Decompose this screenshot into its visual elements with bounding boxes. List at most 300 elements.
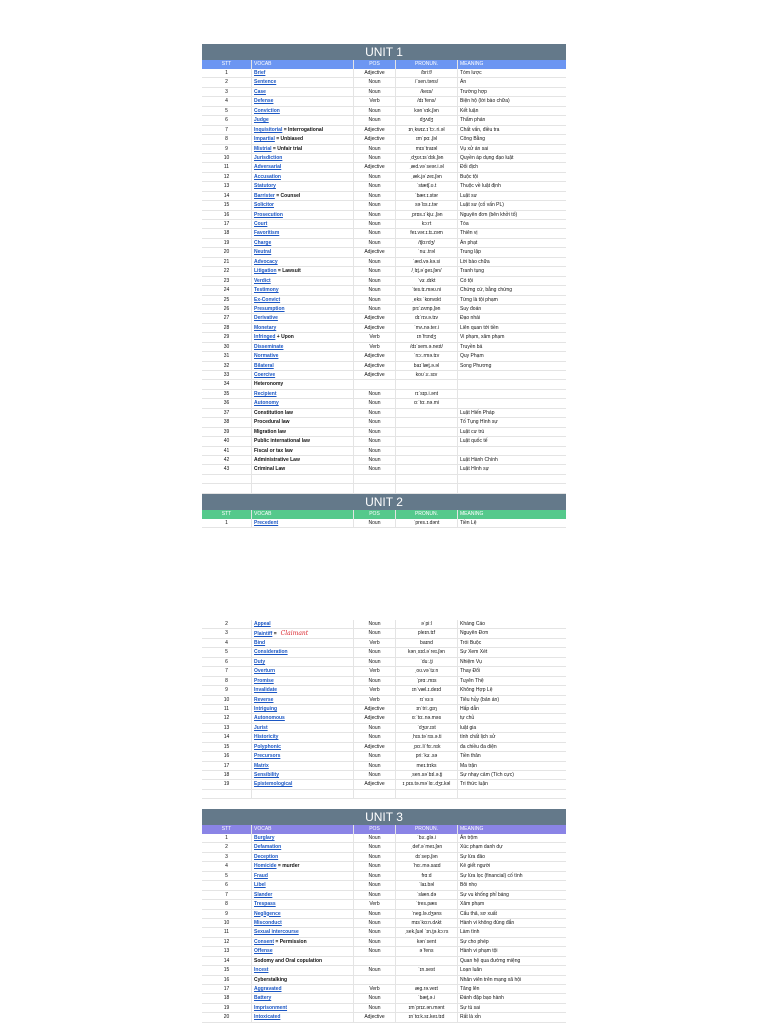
vocab-link[interactable]: Conviction [254,107,280,114]
pronunciation-cell: ˈnɔː.rmə.tɪv [396,352,458,360]
table-row [202,843,566,852]
vocab-cell [252,390,354,398]
vocab-cell [252,872,354,880]
pos-cell: Noun [354,277,396,285]
pos-cell: Noun [354,239,396,247]
vocab-link[interactable]: Imprisonment [254,1004,288,1011]
vocab-link[interactable]: Jurist [254,724,268,731]
vocab-cell [252,277,354,285]
vocab-cell [252,69,354,77]
meaning-cell: Quan hệ qua đường miệng [460,957,521,964]
pos-cell: Noun [354,305,396,313]
vocab-link[interactable]: Testimony [254,287,279,294]
row-number: 16 [202,752,252,760]
vocab-cell [252,192,354,200]
meaning-cell: Luật sư [460,192,477,199]
vocab-link[interactable]: Consent [254,938,274,945]
meaning-cell [458,390,566,398]
vocab-link[interactable]: Intoxicated [254,1014,281,1021]
row-number: 7 [202,891,252,899]
vocab-link[interactable]: Slander [254,891,273,898]
vocab-cell [252,418,354,426]
pos-cell: Noun [354,762,396,770]
vocab-link[interactable]: Promise [254,677,274,684]
pronunciation-cell: ˌeks ˈkɒnvɪkt [396,296,458,304]
meaning-cell [458,790,566,798]
meaning-cell: luật gia [460,724,477,731]
pos-cell: Noun [354,519,396,527]
row-number: 1 [202,834,252,842]
unit-2-column-headers [202,510,566,519]
vocab-cell [252,994,354,1002]
vocab-link[interactable]: Ex-Convict [254,296,281,303]
pronunciation-cell: baɪˈlæt̬.ə.əl [396,362,458,370]
meaning-cell: Sự cho phép [460,938,489,945]
pos-cell: Noun [354,648,396,656]
meaning-cell [458,475,566,483]
row-number: 17 [202,762,252,770]
table-row [202,145,566,154]
pronunciation-cell: ɪnˈfrɪndʒ [396,333,458,341]
col-pos: POS [354,825,396,834]
row-number: 5 [202,648,252,656]
row-number: 36 [202,399,252,407]
vocab-cell [252,752,354,760]
vocab-link[interactable]: Sexual intercourse [254,929,299,936]
col-pronun: PRONUN. [396,825,458,834]
vocab-link[interactable]: Jurisdiction [254,154,283,161]
meaning-cell: Sự Xem Xét [460,649,488,656]
pronunciation-cell: ˌdʒʊr.ɪsˈdɪk.ʃən [396,154,458,162]
vocab-link[interactable]: Sentence [254,79,277,86]
vocab-link[interactable]: Mistrial [254,145,272,152]
pos-cell: Noun [354,211,396,219]
meaning-cell: Hấp dẫn [460,705,479,712]
row-number: 1 [202,519,252,527]
table-row [202,872,566,881]
meaning-cell: Nhân viên trên mạng xã hội [460,976,522,983]
meaning-cell: Lời bào chữa [460,258,490,265]
meaning-cell: Tố Tụng Hình sự [460,419,498,426]
vocab-link[interactable]: Coercive [254,372,276,378]
vocab-link[interactable]: Charge [254,239,272,246]
row-number: 6 [202,116,252,124]
meaning-cell: Vụ xử án sai [460,145,489,152]
vocab-link[interactable]: Historicity [254,734,279,741]
meaning-cell: Có tội [460,277,474,284]
pronunciation-cell: ˈneɡ.lə.dʒəns [396,910,458,918]
row-number: 18 [202,771,252,779]
pos-cell: Noun [354,399,396,407]
meaning-cell: Tòa [460,221,469,227]
row-number: 3 [202,629,252,637]
vocab-cell [252,305,354,313]
vocab-term: Public international law [254,438,310,445]
meaning-cell: Sự lừa đảo [460,853,486,860]
vocab-link[interactable]: Epistemological [254,781,293,788]
vocab-link[interactable]: Matrix [254,762,269,769]
pos-cell: Noun [354,947,396,955]
vocab-cell [252,790,354,798]
vocab-link[interactable]: Incest [254,967,269,974]
table-row [202,947,566,956]
meaning-cell: Hành vi không đúng đắn [460,919,515,926]
col-pos: POS [354,510,396,519]
vocab-link[interactable]: Overturn [254,668,276,675]
table-row [202,380,566,389]
pos-cell: Noun [354,154,396,162]
table-row [202,1004,566,1013]
col-meaning: MEANING [460,61,484,67]
table-row [202,648,566,657]
vocab-link[interactable]: Litigation [254,268,277,275]
vocab-link[interactable]: Statutory [254,183,276,190]
vocab-cell [252,919,354,927]
pronunciation-cell: kənˈvɪk.ʃən [396,107,458,115]
vocab-link[interactable]: Autonomous [254,715,285,722]
vocab-link[interactable]: Inquisitorial [254,126,283,133]
pos-cell: Noun [354,771,396,779]
pronunciation-cell: ˌoʊ.vəˈtɜːn [396,667,458,675]
table-row [202,343,566,352]
table-row [202,976,566,985]
pronunciation-cell: ɪnˈtriː.ɡɪŋ [396,705,458,713]
vocab-link[interactable]: Infringed [254,334,276,341]
vocab-link[interactable]: Consideration [254,649,288,656]
table-row [202,399,566,408]
table-row [202,780,566,789]
pos-cell: Noun [354,88,396,96]
table-row [202,790,566,799]
row-number: 8 [202,900,252,908]
table-row [202,371,566,380]
table-row [202,465,566,474]
pronunciation-cell: kɔːrt [396,220,458,228]
vocab-link[interactable]: Duty [254,658,266,665]
table-row [202,910,566,919]
pronunciation-cell: ˈpres.ɪ.dənt [396,519,458,527]
vocab-cell [252,154,354,162]
pronunciation-cell: səˈlɪs.ɪ.tər [396,201,458,209]
vocab-cell [252,201,354,209]
pronunciation-cell: kənˈsent [396,938,458,946]
meaning-cell: Trường hợp [460,88,487,95]
pronunciation-cell: ˈbæt̬.ə.i [396,994,458,1002]
vocab-link[interactable]: Sensibility [254,772,280,778]
pos-cell: Noun [354,843,396,851]
vocab-link[interactable]: Defamation [254,844,282,851]
vocab-link[interactable]: Judge [254,117,269,124]
meaning-cell: Làm tình [460,929,480,936]
vocab-cell [252,677,354,685]
table-row [202,705,566,714]
row-number: 18 [202,229,252,237]
table-row [202,116,566,125]
vocab-link[interactable]: Libel [254,882,266,889]
table-row [202,658,566,667]
row-number: 19 [202,780,252,788]
vocab-link[interactable]: Solicitor [254,202,275,209]
vocab-cell [252,881,354,889]
pronunciation-cell: ˌæd.vəˈseər.i.əl [396,163,458,171]
vocab-link[interactable]: Plaintiff [254,631,273,638]
row-number: 15 [202,743,252,751]
pos-cell: Adjective [354,743,396,751]
pronunciation-cell [396,475,458,483]
vocab-link[interactable]: Monetary [254,324,277,331]
pos-cell: Noun [354,447,396,455]
row-number: 2 [202,843,252,851]
vocab-link[interactable]: Invalidate [254,687,278,694]
pos-cell: Adjective [354,135,396,143]
vocab-link[interactable]: Normative [254,353,279,360]
vocab-cell [252,891,354,899]
vocab-link[interactable]: Case [254,88,266,95]
meaning-cell: Biện hộ (lời bào chữa) [460,98,510,105]
pronunciation-cell: dʒʌdʒ [396,116,458,124]
pronunciation-cell: koʊˈɜː.sɪv [396,371,458,379]
vocab-link[interactable]: Prosecution [254,211,283,218]
vocab-link[interactable]: Barrister [254,192,275,199]
table-row [202,163,566,172]
unit-3-title: UNIT 3 [202,809,566,825]
col-pronun: PRONUN. [396,510,458,519]
row-number: 11 [202,928,252,936]
pos-cell: Noun [354,919,396,927]
pos-cell: Adjective [354,1013,396,1021]
vocab-cell [252,380,354,388]
row-number: 43 [202,465,252,473]
vocab-link[interactable]: Accusation [254,173,281,180]
row-number: 20 [202,1013,252,1021]
pos-cell: Noun [354,390,396,398]
pos-cell: Noun [354,881,396,889]
vocab-term: Heteronomy [254,381,284,388]
meaning-cell: Công Bằng [460,136,486,143]
vocab-link[interactable]: Reverse [254,696,274,703]
row-number: 20 [202,248,252,256]
table-row [202,919,566,928]
pos-cell: Verb [354,97,396,105]
vocab-cell [252,135,354,143]
meaning-cell: Tiền Lệ [460,520,477,526]
vocab-cell [252,88,354,96]
vocab-cell [252,957,354,965]
table-row [202,239,566,248]
vocab-link[interactable]: Advocacy [254,258,278,265]
table-row [202,314,566,323]
pronunciation-cell: ˌhɪs.təˈrɪs.ə.ti [396,733,458,741]
vocab-link[interactable]: Polyphonic [254,743,281,750]
unit-2-continued-rows [202,620,566,799]
vocab-cell [252,314,354,322]
row-number: 5 [202,107,252,115]
vocab-link[interactable]: Deception [254,853,279,860]
pronunciation-cell: ˌprɒs.ɪˈkjuː.ʃən [396,211,458,219]
vocab-term: Procedural law [254,419,290,426]
vocab-cell [252,362,354,370]
vocab-cell [252,976,354,984]
unit-1-table [202,44,566,494]
pronunciation-cell: prɪˈzʌmp.ʃən [396,305,458,313]
table-row [202,362,566,371]
vocab-link[interactable]: Court [254,221,268,227]
vocab-link[interactable]: Appeal [254,621,271,627]
row-number: 29 [202,333,252,341]
meaning-cell: Sự nhạy cảm (Tích cực) [460,772,514,778]
pronunciation-cell: ˌæk.jəˈzeɪ.ʃən [396,173,458,181]
meaning-cell: Ma trận [460,762,477,769]
vocab-cell [252,371,354,379]
meaning-cell [458,484,566,492]
meaning-cell: Kháng Cáo [460,621,486,627]
vocab-cell [252,248,354,256]
vocab-link[interactable]: Adversarial [254,164,282,171]
table-row [202,724,566,733]
row-number: 39 [202,428,252,436]
col-meaning: MEANING [460,826,484,832]
vocab-link[interactable]: Negligence [254,910,281,917]
meaning-cell: Buộc tội [460,173,479,180]
pronunciation-cell: priːˈkɜː.sə [396,752,458,760]
pos-cell: Noun [354,994,396,1002]
table-row [202,333,566,342]
vocab-link[interactable]: Homicide [254,863,277,870]
vocab-link[interactable]: Autonomy [254,400,279,407]
vocab-cell [252,843,354,851]
vocab-cell [252,182,354,190]
col-vocab: VOCAB [252,510,354,519]
pronunciation-cell: ˈmʌ.nə.ter.i [396,324,458,332]
table-row [202,154,566,163]
vocab-link[interactable]: Burglary [254,835,275,841]
table-row [202,248,566,257]
pos-cell: Noun [354,456,396,464]
row-number [202,790,252,798]
meaning-cell: Nguyên Đơn [460,630,489,637]
vocab-link[interactable]: Trespass [254,901,276,908]
pronunciation-cell: ˈbær.ɪ.stər [396,192,458,200]
pronunciation-cell [396,418,458,426]
row-number: 12 [202,938,252,946]
vocab-term: Sodomy and Oral copulation [254,957,323,964]
vocab-link[interactable]: Bilateral [254,362,274,369]
vocab-link[interactable]: Precursors [254,753,281,760]
row-number: 7 [202,667,252,675]
pos-cell: Noun [354,620,396,628]
table-row [202,211,566,220]
pronunciation-cell: ˌsen.səˈbɪl.ə.t̬i [396,771,458,779]
table-row [202,277,566,286]
row-number: 38 [202,418,252,426]
table-row [202,305,566,314]
meaning-cell: Luật sư (cố vấn PL) [460,202,504,209]
pronunciation-cell: dɪˈsep.ʃən [396,853,458,861]
pos-cell: Adjective [354,314,396,322]
vocab-link[interactable]: Presumption [254,305,285,312]
table-row [202,862,566,871]
unit-2-table [202,494,566,528]
pronunciation-cell [396,484,458,492]
vocab-link[interactable]: Recipient [254,390,277,397]
table-row [202,762,566,771]
vocab-link[interactable]: Brief [254,70,266,76]
row-number: 7 [202,126,252,134]
row-number: 14 [202,957,252,965]
vocab-link[interactable]: Intriguing [254,705,278,712]
row-number: 13 [202,182,252,190]
vocab-cell [252,853,354,861]
vocab-link[interactable]: Misconduct [254,919,282,926]
row-number: 14 [202,192,252,200]
vocab-synonym: = [273,631,277,638]
pos-cell: Noun [354,966,396,974]
pronunciation-cell: ˌdef.əˈmeɪ.ʃən [396,843,458,851]
row-number: 2 [202,78,252,86]
vocab-link[interactable]: Favoritism [254,230,280,237]
pos-cell: Noun [354,428,396,436]
pos-cell: Noun [354,107,396,115]
pos-cell: Noun [354,201,396,209]
pos-cell: Noun [354,286,396,294]
vocab-link[interactable]: Bind [254,639,266,646]
vocab-cell [252,762,354,770]
pos-cell: Adjective [354,324,396,332]
pronunciation-cell: ɪmˈpɑː.ʃəl [396,135,458,143]
pos-cell: Noun [354,296,396,304]
vocab-link[interactable]: Disseminate [254,343,284,350]
table-row [202,456,566,465]
vocab-link[interactable]: Derivative [254,315,278,322]
vocab-synonym: = Interrogational [283,126,324,133]
vocab-link[interactable]: Battery [254,995,272,1002]
unit-1-title: UNIT 1 [202,44,566,60]
row-number: 9 [202,910,252,918]
meaning-cell: Không Hợp Lệ [460,687,493,694]
meaning-cell [458,399,566,407]
vocab-link[interactable]: Neutral [254,249,272,256]
table-row [202,667,566,676]
vocab-link[interactable]: Precedent [254,520,279,526]
meaning-cell: Suy đoán [460,305,482,312]
pos-cell: Noun [354,78,396,86]
row-number: 3 [202,853,252,861]
vocab-cell [252,239,354,247]
meaning-cell: Kết luận [460,107,479,114]
vocab-link[interactable]: Impartial [254,136,275,143]
vocab-link[interactable]: Defense [254,98,274,105]
pos-cell [354,790,396,798]
col-vocab: VOCAB [252,825,354,834]
vocab-link[interactable]: Offense [254,948,273,955]
pronunciation-cell: ɪnˈtɑːk.sɪ.keɪ.tɪd [396,1013,458,1021]
meaning-cell: Sự tù sai [460,1004,481,1011]
table-row [202,437,566,446]
pos-cell: Noun [354,724,396,732]
vocab-link[interactable]: Fraud [254,872,268,879]
row-number: 23 [202,277,252,285]
table-row [202,220,566,229]
pos-cell: Noun [354,182,396,190]
vocab-link[interactable]: Verdict [254,277,271,284]
meaning-cell: tự chủ [460,715,475,722]
row-number: 8 [202,135,252,143]
meaning-cell: Cẩu thả, sơ xuất [460,910,497,917]
pos-cell [354,976,396,984]
vocab-link[interactable]: Aggravated [254,986,282,992]
handwritten-note: Claimant [280,630,309,638]
pos-cell: Noun [354,910,396,918]
